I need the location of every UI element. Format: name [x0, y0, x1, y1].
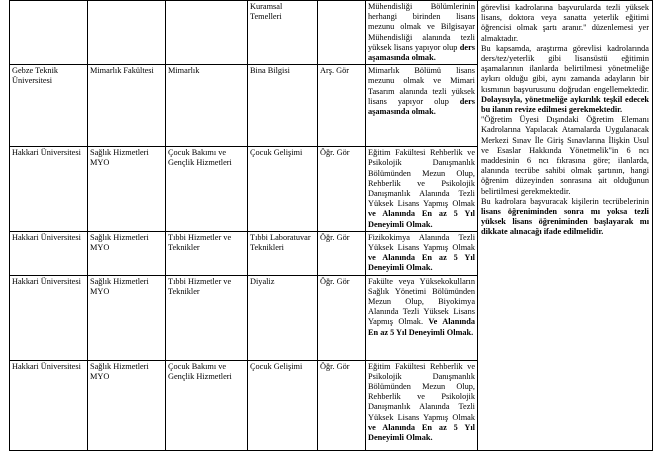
requirement-cell [366, 360, 478, 450]
department-cell [166, 1, 248, 65]
unit-cell: Sağlık Hizmetleri MYO [88, 275, 166, 360]
requirement-cell [366, 147, 478, 232]
job-posting-table [9, 0, 653, 451]
program-cell: Bina Bilgisi [248, 65, 318, 147]
university-cell [10, 1, 88, 65]
requirement-text: Mühendisliği Bölümlerinin herhangi birinden lisans mezunu olmak ve Bilgisayar Mühendisliği alanında tezli yüksek lisans yapıyor olup [368, 2, 475, 52]
notes-emphasis: lisans öğreniminden sonra mı yoksa tezli yüksek lisans öğreniminden başlayarak mı dikkate alınacağı ifade edilmelidir. [481, 207, 649, 237]
requirement-cell [366, 65, 478, 147]
title-cell: Öğr. Gör [318, 360, 366, 450]
university-cell: Hakkari Üniversitesi [10, 231, 88, 275]
program-cell: Çocuk Gelişimi [248, 147, 318, 232]
notes-paragraph [481, 197, 649, 238]
notes-paragraph [481, 44, 649, 115]
requirement-text: Eğitim Fakültesi Rehberlik ve Psikolojik Danışmanlık Bölümünden Mezun Olup, Rehberlik ve Psikolojik Danışmanlık Alanında Tezli Yüksek Lisans Yapmış Olmak [368, 148, 475, 209]
unit-cell: Sağlık Hizmetleri MYO [88, 147, 166, 232]
university-cell: Hakkari Üniversitesi [10, 275, 88, 360]
department-cell: Çocuk Bakımı ve Gençlik Hizmetleri [166, 147, 248, 232]
unit-cell: Sağlık Hizmetleri MYO [88, 231, 166, 275]
notes-paragraph: görevlisi kadrolarına başvurularda tezli yüksek lisans, doktora veya sanatta yeterlik eğitimi öğrencisi olmak şartı aranır." düzenlemesi yer almaktadır. [481, 3, 649, 43]
requirement-text: Eğitim Fakültesi Rehberlik ve Psikolojik Danışmanlık Bölümünden Mezun Olup, Rehberlik ve Psikolojik Danışmanlık Alanında Tezli Yüksek Lisans Yapmış Olmak [368, 361, 475, 422]
requirement-cell [366, 231, 478, 275]
unit-cell: Mimarlık Fakültesi [88, 65, 166, 147]
requirement-text: Mimarlık Bölümü lisans mezunu olmak ve Mimari Tasarım alanında tezli yüksek lisans yapıyor olup [368, 66, 475, 106]
unit-cell: Sağlık Hizmetleri MYO [88, 360, 166, 450]
notes-text: Bu kapsamda, araştırma görevlisi kadrolarında ders/tez/yeterlik gibi lisansüstü eğitimin aşamalarının ilanlarda belirtilmesi yönetmeliğe aykırı olduğu gibi, aynı zamanda adayların bir kısmının başvurusunu doğrudan engellemektedir. [481, 43, 649, 94]
title-cell [318, 1, 366, 65]
requirement-cell [366, 1, 478, 65]
program-cell: Diyaliz [248, 275, 318, 360]
title-cell: Öğr. Gör [318, 231, 366, 275]
program-cell: Çocuk Gelişimi [248, 360, 318, 450]
title-cell: Öğr. Gör [318, 275, 366, 360]
requirement-emphasis: ders aşamasında olmak. [368, 42, 475, 63]
table-row [10, 1, 653, 65]
requirement-text: Fizikokimya Alanında Tezli Yüksek Lisans Yapmış Olmak [368, 232, 475, 253]
title-cell: Öğr. Gör [318, 147, 366, 232]
university-cell: Hakkari Üniversitesi [10, 147, 88, 232]
university-cell: Hakkari Üniversitesi [10, 360, 88, 450]
requirement-emphasis: ders aşamasında olmak. [368, 96, 475, 117]
requirement-emphasis: ve Alanında En az 5 Yıl Deneyimli Olmak. [368, 253, 475, 273]
unit-cell [88, 1, 166, 65]
notes-paragraph: "Öğretim Üyesi Dışındaki Öğretim Elemanı Kadrolarına Yapılacak Atamalarda Uygulanacak Merkezi Sınav İle Giriş Sınavlarına İlişkin Usul ve Esaslar Hakkında Yönetmelik"in 6 ncı maddesinin 6 ncı fıkrasına göre; ilanlarda, alanında tecrübe sahibi olmak şartının, hangi öğrenim düzeyinden sonrasına ait olduğunun belirtilmesi gerekmektedir. [481, 115, 649, 196]
title-cell: Arş. Gör [318, 65, 366, 147]
program-cell: Tıbbi Laboratuvar Teknikleri [248, 231, 318, 275]
requirement-emphasis: ve Alanında En az 5 Yıl Deneyimli Olmak. [368, 422, 475, 443]
requirement-emphasis: Ve Alanında En az 5 Yıl Deneyimli Olmak. [368, 317, 475, 337]
notes-cell [478, 1, 653, 451]
department-cell: Çocuk Bakımı ve Gençlik Hizmetleri [166, 360, 248, 450]
department-cell: Tıbbi Hizmetler ve Teknikler [166, 231, 248, 275]
department-cell: Mimarlık [166, 65, 248, 147]
requirement-cell [366, 275, 478, 360]
requirement-text: Fakülte veya Yüksekokulların Sağlık Yönetimi Bölümünden Mezun Olup, Biyokimya Alanında Tezli Yüksek Lisans Yapmış Olmak. [368, 276, 475, 327]
requirement-emphasis: ve Alanında En az 5 Yıl Deneyimli Olmak. [368, 209, 475, 229]
notes-emphasis: Dolayısıyla, yönetmeliğe aykırılık teşkil edecek bu ilanın revize edilmesi gerekmektedir. [481, 94, 649, 115]
university-cell: Gebze Teknik Üniversitesi [10, 65, 88, 147]
notes-text: Bu kadrolara başvuracak kişilerin tecrübelerinin [481, 196, 649, 206]
program-cell: Kuramsal Temelleri [248, 1, 318, 65]
department-cell: Tıbbi Hizmetler ve Teknikler [166, 275, 248, 360]
